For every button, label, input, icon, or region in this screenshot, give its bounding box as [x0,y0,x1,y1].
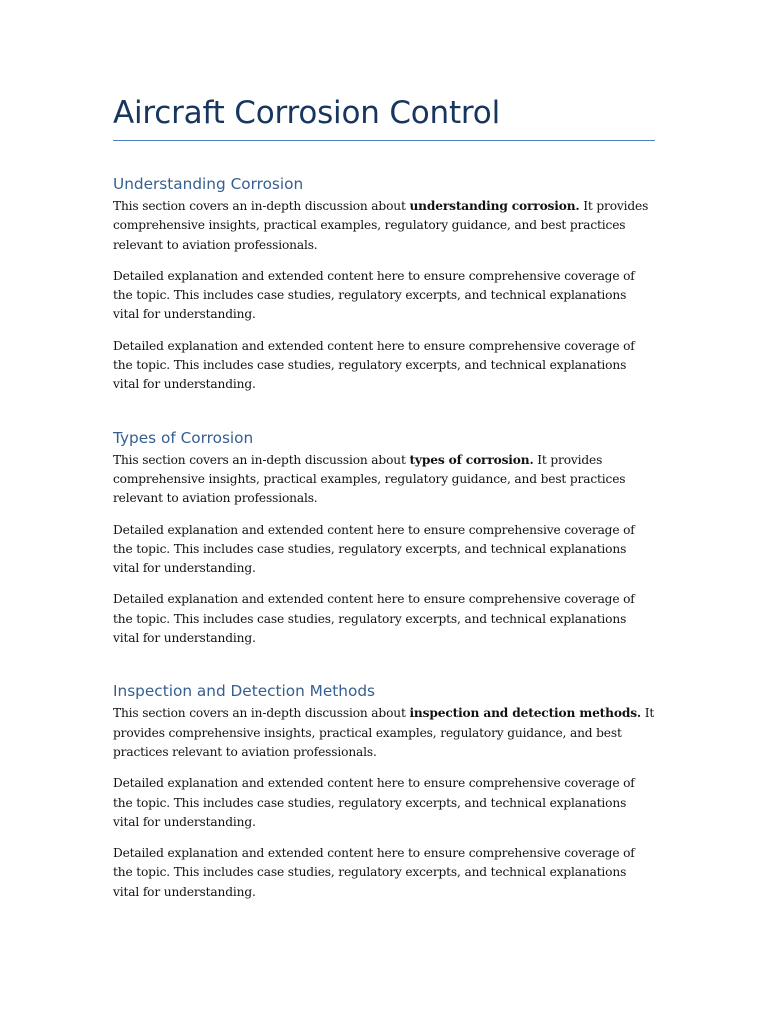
section-intro-paragraph [113,704,655,762]
section-understanding-corrosion [113,174,655,395]
body-paragraph: Detailed explanation and extended content here to ensure comprehensive coverage of the topic. This includes case studies, regulatory excerpts, and technical explanations vital for understanding. [113,592,635,646]
intro-prefix: This section covers an in-depth discussion about [113,706,410,721]
title-underline [113,140,655,141]
section-heading: Understanding Corrosion [113,175,304,193]
intro-bold-topic: inspection and detection methods. [409,706,642,721]
intro-prefix: This section covers an in-depth discussion about [113,452,410,467]
intro-suffix: It provides comprehensive insights, practical examples, regulatory guidance, and best practices relevant to aviation professionals. [113,199,649,252]
intro-suffix: It provides comprehensive insights, practical examples, regulatory guidance, and best practices relevant to aviation professionals. [113,452,626,506]
body-paragraph: Detailed explanation and extended content here to ensure comprehensive coverage of the topic. This includes case studies, regulatory excerpts, and technical explanations vital for understanding. [113,522,635,576]
document-title: Aircraft Corrosion Control [113,95,500,131]
intro-bold-topic: understanding corrosion. [409,199,580,213]
intro-prefix: This section covers an in-depth discussion about [113,199,410,213]
section-intro-paragraph [113,197,655,255]
intro-bold-topic: types of corrosion. [409,452,534,467]
body-paragraph: Detailed explanation and extended content here to ensure comprehensive coverage of the topic. This includes case studies, regulatory excerpts, and technical explanations vital for understanding. [113,776,635,829]
body-paragraph: Detailed explanation and extended content here to ensure comprehensive coverage of the topic. This includes case studies, regulatory excerpts, and technical explanations vital for understanding. [113,338,635,392]
section-heading: Inspection and Detection Methods [113,682,376,701]
section-heading: Types of Corrosion [113,428,254,447]
section-inspection-and-detection-methods [113,681,655,902]
body-paragraph: Detailed explanation and extended content here to ensure comprehensive coverage of the topic. This includes case studies, regulatory excerpts, and technical explanations vital for understanding. [113,846,635,899]
section-types-of-corrosion [113,428,655,649]
intro-suffix: It provides comprehensive insights, practical examples, regulatory guidance, and best practices relevant to aviation professionals. [113,706,655,759]
body-paragraph: Detailed explanation and extended content here to ensure comprehensive coverage of the topic. This includes case studies, regulatory excerpts, and technical explanations vital for understanding. [113,268,635,322]
section-intro-paragraph [113,451,655,509]
